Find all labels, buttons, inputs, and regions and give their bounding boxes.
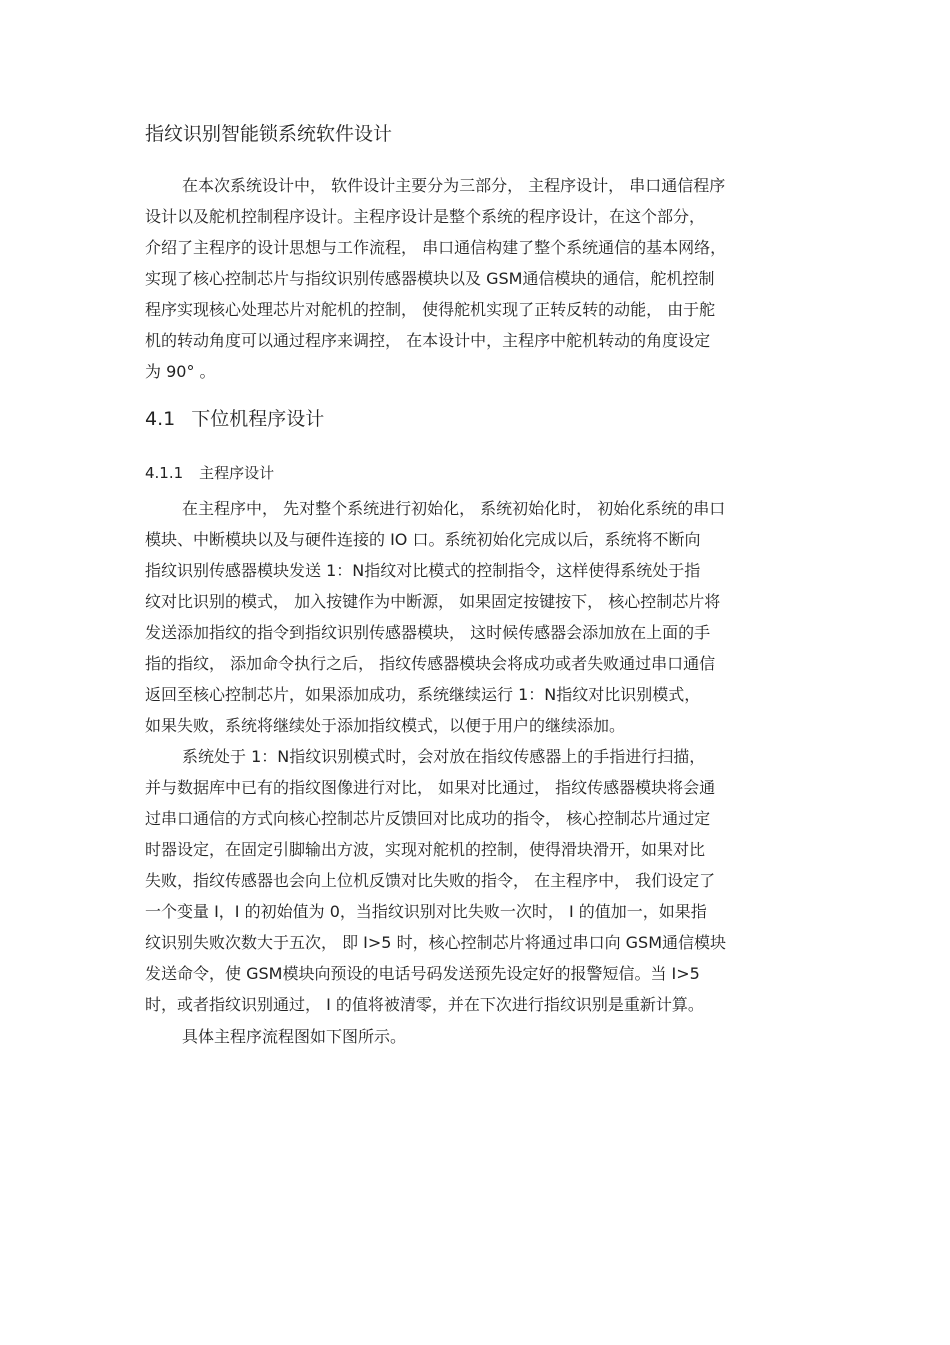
text-line: 时器设定，在固定引脚输出方波，实现对舵机的控制，使得滑块滑开，如果对比 <box>145 840 706 859</box>
text-line: 在主程序中， 先对整个系统进行初始化， 系统初始化时， 初始化系统的串口 <box>182 499 726 518</box>
document-title: 指纹识别智能锁系统软件设计 <box>145 123 393 145</box>
text-line: 过串口通信的方式向核心控制芯片反馈回对比成功的指令， 核心控制芯片通过定 <box>145 809 711 828</box>
text-line: 发送命令，使 GSM模块向预设的电话号码发送预先设定好的报警短信。当 I>5 <box>145 964 700 983</box>
text-line: 机的转动角度可以通过程序来调控， 在本设计中，主程序中舵机转动的角度设定 <box>145 331 711 350</box>
text-line: 返回至核心控制芯片，如果添加成功，系统继续运行 1：N指纹对比识别模式， <box>145 685 701 704</box>
section-title: 下位机程序设计 <box>191 408 325 430</box>
text-line: 实现了核心控制芯片与指纹识别传感器模块以及 GSM通信模块的通信，舵机控制 <box>145 269 715 288</box>
subsection-title: 主程序设计 <box>199 464 275 482</box>
text-line: 设计以及舵机控制程序设计。主程序设计是整个系统的程序设计，在这个部分， <box>145 207 706 226</box>
text-line: 指的指纹， 添加命令执行之后， 指纹传感器模块会将成功或者失败通过串口通信 <box>145 654 716 673</box>
subsection-number: 4.1.1 <box>145 464 184 482</box>
text-line: 系统处于 1：N指纹识别模式时，会对放在指纹传感器上的手指进行扫描， <box>182 747 706 766</box>
text-line: 失败，指纹传感器也会向上位机反馈对比失败的指令， 在主程序中， 我们设定了 <box>145 871 716 890</box>
text-line: 指纹识别传感器模块发送 1：N指纹对比模式的控制指令，这样使得系统处于指 <box>145 561 701 580</box>
subsection-heading <box>145 462 274 484</box>
text-line: 一个变量 I，I 的初始值为 0，当指纹识别对比失败一次时， I 的值加一，如果指 <box>145 902 707 921</box>
paragraph-recognition-mode <box>145 741 815 1020</box>
text-line: 在本次系统设计中， 软件设计主要分为三部分， 主程序设计， 串口通信程序 <box>182 176 726 195</box>
text-line: 纹对比识别的模式， 加入按键作为中断源， 如果固定按键按下， 核心控制芯片将 <box>145 592 721 611</box>
section-number: 4.1 <box>145 408 176 430</box>
section-heading <box>145 406 324 432</box>
text-line: 纹识别失败次数大于五次， 即 I>5 时，核心控制芯片将通过串口向 GSM通信模块 <box>145 933 727 952</box>
text-line: 程序实现核心处理芯片对舵机的控制， 使得舵机实现了正转反转的动能， 由于舵 <box>145 300 716 319</box>
intro-paragraph <box>145 170 815 387</box>
text-line: 为 90° 。 <box>145 362 216 381</box>
text-line: 时，或者指纹识别通过， I 的值将被清零，并在下次进行指纹识别是重新计算。 <box>145 995 704 1014</box>
text-line: 并与数据库中已有的指纹图像进行对比， 如果对比通过， 指纹传感器模块将会通 <box>145 778 716 797</box>
paragraph-flowchart-intro <box>145 1021 815 1052</box>
text-line: 模块、中断模块以及与硬件连接的 IO 口。系统初始化完成以后，系统将不断向 <box>145 530 701 549</box>
paragraph-main-program <box>145 493 815 741</box>
text-line: 具体主程序流程图如下图所示。 <box>182 1027 407 1046</box>
text-line: 介绍了主程序的设计思想与工作流程， 串口通信构建了整个系统通信的基本网络， <box>145 238 727 257</box>
text-line: 如果失败，系统将继续处于添加指纹模式，以便于用户的继续添加。 <box>145 716 626 735</box>
text-line: 发送添加指纹的指令到指纹识别传感器模块， 这时候传感器会添加放在上面的手 <box>145 623 711 642</box>
